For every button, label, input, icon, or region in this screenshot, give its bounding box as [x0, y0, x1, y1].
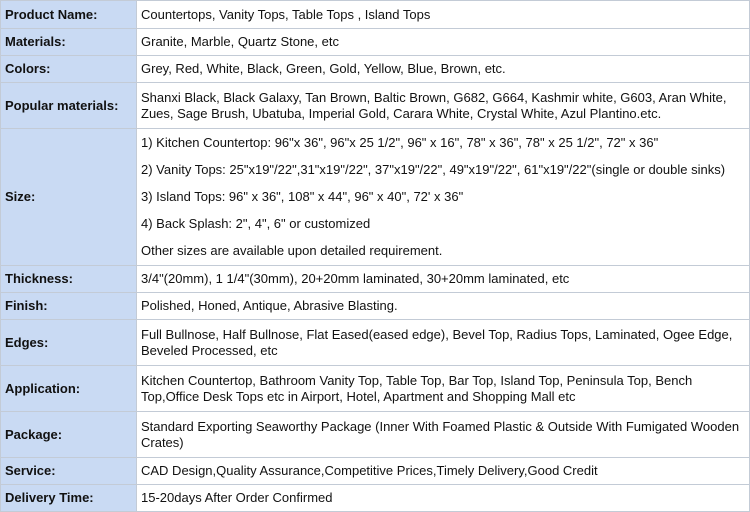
table-row	[1, 412, 750, 458]
table-row	[1, 320, 750, 366]
row-value-delivery-time: 15-20days After Order Confirmed	[137, 485, 750, 512]
table-row	[1, 293, 750, 320]
row-label-application: Application:	[1, 366, 137, 412]
table-row	[1, 29, 750, 56]
table-row	[1, 458, 750, 485]
row-value-size	[137, 129, 750, 266]
table-row	[1, 485, 750, 512]
row-value-service: CAD Design,Quality Assurance,Competitive Prices,Timely Delivery,Good Credit	[137, 458, 750, 485]
table-row	[1, 56, 750, 83]
row-value-popular-materials: Shanxi Black, Black Galaxy, Tan Brown, Baltic Brown, G682, G664, Kashmir white, G603, Aran White, Zues, Sage Brush, Ubatuba, Imperial Gold, Carara White, Crystal White, Azul Plantino.etc.	[137, 83, 750, 129]
row-label-materials: Materials:	[1, 29, 137, 56]
row-value-package: Standard Exporting Seaworthy Package (Inner With Foamed Plastic & Outside With Fumigated Wooden Crates)	[137, 412, 750, 458]
row-value-materials: Granite, Marble, Quartz Stone, etc	[137, 29, 750, 56]
size-line-kitchen: 1) Kitchen Countertop: 96"x 36", 96"x 25 1/2", 96" x 16", 78" x 36", 78" x 25 1/2", 72" x 36"	[141, 135, 659, 150]
size-line-island: 3) Island Tops: 96" x 36", 108" x 44", 96" x 40", 72' x 36"	[141, 189, 464, 204]
row-value-application: Kitchen Countertop, Bathroom Vanity Top, Table Top, Bar Top, Island Top, Peninsula Top, Bench Top,Office Desk Tops etc in Airport, Hotel, Apartment and Shopping Mall etc	[137, 366, 750, 412]
row-label-service: Service:	[1, 458, 137, 485]
row-label-package: Package:	[1, 412, 137, 458]
table-row	[1, 366, 750, 412]
row-label-product-name: Product Name:	[1, 1, 137, 29]
row-label-finish: Finish:	[1, 293, 137, 320]
table-row	[1, 83, 750, 129]
row-label-delivery-time: Delivery Time:	[1, 485, 137, 512]
size-line-backsplash: 4) Back Splash: 2", 4", 6" or customized	[141, 216, 371, 231]
row-label-thickness: Thickness:	[1, 266, 137, 293]
size-line-vanity: 2) Vanity Tops: 25"x19"/22",31"x19"/22", 37"x19"/22", 49"x19"/22", 61"x19"/22"(single or double sinks)	[141, 162, 726, 177]
table-row	[1, 1, 750, 29]
table-row	[1, 266, 750, 293]
row-label-colors: Colors:	[1, 56, 137, 83]
row-value-edges: Full Bullnose, Half Bullnose, Flat Eased(eased edge), Bevel Top, Radius Tops, Laminated, Ogee Edge, Beveled Processed, etc	[137, 320, 750, 366]
row-label-popular-materials: Popular materials:	[1, 83, 137, 129]
row-value-colors: Grey, Red, White, Black, Green, Gold, Yellow, Blue, Brown, etc.	[137, 56, 750, 83]
row-value-thickness: 3/4"(20mm), 1 1/4"(30mm), 20+20mm laminated, 30+20mm laminated, etc	[137, 266, 750, 293]
row-value-product-name: Countertops, Vanity Tops, Table Tops , Island Tops	[137, 1, 750, 29]
row-value-finish: Polished, Honed, Antique, Abrasive Blasting.	[137, 293, 750, 320]
size-line-other: Other sizes are available upon detailed requirement.	[141, 243, 443, 258]
row-label-edges: Edges:	[1, 320, 137, 366]
row-label-size: Size:	[1, 129, 137, 266]
table-row	[1, 129, 750, 266]
